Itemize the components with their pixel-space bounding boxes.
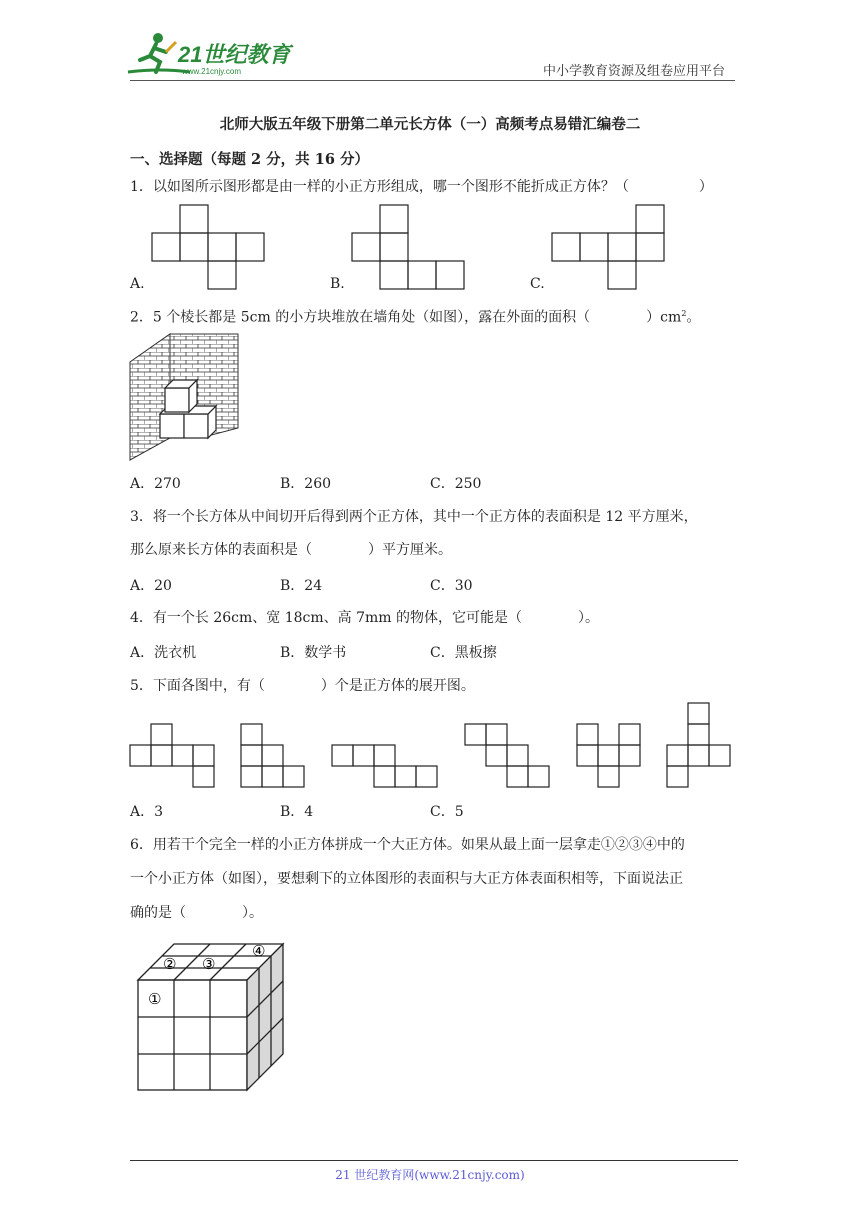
q3-option-a: A．20 <box>130 578 172 594</box>
platform-text: 中小学教育资源及组卷应用平台 <box>542 64 725 79</box>
label-2: ② <box>163 955 177 973</box>
section-heading: 一、选择题（每题 2 分，共 16 分） <box>130 151 369 168</box>
q5-option-a: A．3 <box>130 804 164 820</box>
q2-option-b: B．260 <box>280 476 332 492</box>
page-title: 北师大版五年级下册第二单元长方体（一）高频考点易错汇编卷二 <box>219 116 641 133</box>
q2-unit-sup: 2 <box>681 309 687 318</box>
question-3-line2: 那么原来长方体的表面积是（ ）平方厘米。 <box>130 542 452 558</box>
q1-option-a: A. <box>130 276 145 292</box>
question-6-line1: 6．用若干个完全一样的小正方体拼成一个大正方体。如果从最上面一层拿走①②③④中的 <box>130 837 685 853</box>
q3-option-b: B．24 <box>280 578 323 594</box>
question-1: 1．以如图所示图形都是由一样的小正方形组成，哪一个图形不能折成正方体？（ ） <box>130 179 713 195</box>
q5-option-b: B．4 <box>280 804 314 820</box>
q1-option-b: B. <box>330 276 345 292</box>
label-3: ③ <box>202 955 216 973</box>
q4-option-c: C．黑板擦 <box>430 645 497 661</box>
question-6-line2: 一个小正方体（如图），要想剩下的立体图形的表面积与大正方体表面积相等，下面说法正 <box>130 871 683 887</box>
q4-option-a: A．洗衣机 <box>130 645 197 661</box>
footer-link[interactable]: 21 世纪教育网(www.21cnjy.com) <box>335 1168 525 1182</box>
q3-option-c: C．30 <box>430 578 473 594</box>
label-4: ④ <box>252 942 266 960</box>
q2-tail: 。 <box>686 309 701 326</box>
question-4: 4．有一个长 26cm、宽 18cm、高 7mm 的物体，它可能是（ ）。 <box>130 610 600 626</box>
q2-option-c: C．250 <box>430 476 482 492</box>
question-3-line1: 3．将一个长方体从中间切开后得到两个正方体，其中一个正方体的表面积是 12 平方厘米， <box>130 509 698 525</box>
q1-option-c: C. <box>530 276 545 292</box>
logo-text: 21世纪教育 <box>178 42 291 67</box>
q2-text: 2．5 个棱长都是 5cm 的小方块堆放在墙角处（如图），露在外面的面积（ ）cm <box>130 309 682 326</box>
question-6-line3: 确的是（ ）。 <box>130 905 263 921</box>
q2-option-a: A．270 <box>130 476 181 492</box>
label-1: ① <box>148 990 162 1008</box>
logo-url: www.21cnjy.com <box>182 67 241 76</box>
footer-divider <box>130 1160 738 1161</box>
question-5: 5．下面各图中，有（ ）个是正方体的展开图。 <box>130 678 475 694</box>
q4-option-b: B．数学书 <box>280 645 347 661</box>
q5-option-c: C．5 <box>430 804 464 820</box>
